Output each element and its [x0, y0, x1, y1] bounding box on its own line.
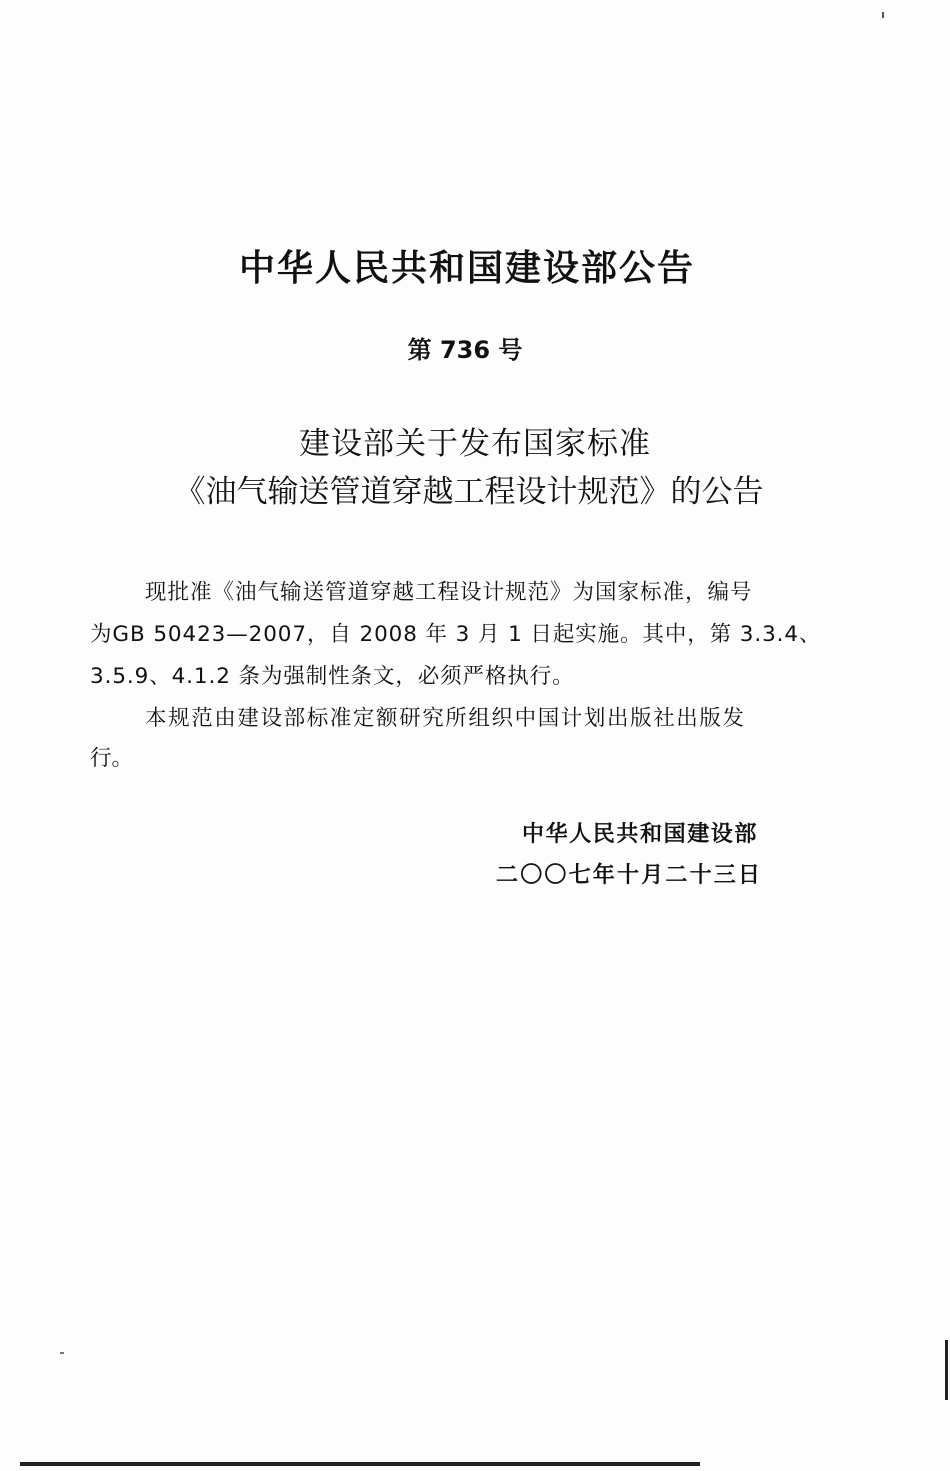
announcement-number: 第 736 号 [407, 336, 523, 364]
scan-speck [60, 1352, 64, 1354]
body-text-line: 本规范由建设部标准定额研究所组织中国计划出版社出版发 [145, 706, 746, 731]
body-text-line: 为GB 50423—2007，自 2008 年 3 月 1 日起实施。其中，第 3.3.4、 [90, 622, 822, 647]
announcement-heading: 中华人民共和国建设部公告 [238, 248, 695, 289]
scan-speck [882, 12, 884, 18]
scan-edge-right [945, 1340, 948, 1400]
signature-organization: 中华人民共和国建设部 [522, 822, 759, 847]
body-text-line: 现批准《油气输送管道穿越工程设计规范》为国家标准，编号 [145, 580, 753, 605]
signature-date: 二〇〇七年十月二十三日 [496, 863, 763, 888]
body-text-line: 3.5.9、4.1.2 条为强制性条文，必须严格执行。 [90, 664, 575, 689]
announcement-subtitle-line-2: 《油气输送管道穿越工程设计规范》的公告 [174, 474, 764, 510]
body-text-line: 行。 [90, 746, 134, 771]
announcement-subtitle-line-1: 建设部关于发布国家标准 [299, 426, 651, 462]
scan-edge-bottom [20, 1462, 700, 1466]
